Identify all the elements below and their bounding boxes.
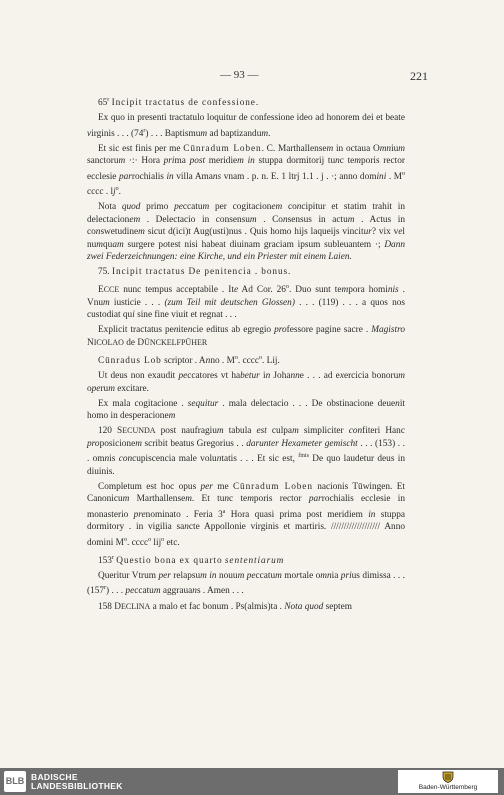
footer-bar	[0, 768, 504, 795]
baden-wuerttemberg-logo[interactable]	[398, 770, 498, 793]
paragraph: Queritur Vtrum per relapsum in nouum peccatum mortale omnia prius dimissa . . . (157$^r$) . . . peccatum aggrauans . Amen . . .	[87, 570, 406, 597]
page-body	[87, 94, 405, 616]
inner-page-number: — 93 —	[220, 69, 259, 81]
paragraph: 65$^r$ Incipit tractatus de confessione.	[98, 97, 260, 109]
blb-logo[interactable]: BLB	[4, 771, 26, 792]
paragraph: Ex mala cogitacione . sequitur . mala delectacio . . . De obstinacione deuenit homo in desperacionem	[87, 398, 405, 422]
outer-page-number: 221	[410, 69, 428, 83]
paragraph: Cūnradus Lob scriptor . Anno . $M^o$. cccc$^o$. Lij.	[98, 354, 280, 367]
paragraph: Ut deus non exaudit peccatores vt habetur in Johanne . . . ad exercicia bonorum operum excitare.	[87, 371, 405, 394]
paragraph: Et sic est finis per me Cūnradum Loben. C. Marthallensem in octaua Omnium sanctorum ·:· Hora prima post meridiem in stuppa dormitorij tunc temporis rector ecclesie parrochialis in villa Amans vnam . p. n. E. 1 ltrj 1.1 . j . ·; anno domini . $M^o$ cccc . $lj^o$.	[87, 143, 406, 198]
paragraph: ECCE nunc tempus acceptabile . Ite Ad Cor. 26$^o$. Duo sunt tempora hominis . Vnum iusticie . . . (zum Teil mit deutschen Glossen) . . . (119) . . . a quos nos custodiat qui sine fine viuit et regnat . . .	[87, 284, 405, 321]
paragraph: 75. Incipit tractatus De penitencia . bonus.	[98, 267, 292, 278]
library-name[interactable]	[31, 773, 123, 791]
library-name-line1: BADISCHE	[31, 772, 78, 782]
paragraph: 120 SECUNDA post naufragium tabula est culpam simpliciter confiteri Hanc proposicionem scribit beatus Gregorius . . darunter Hexameter gemischt . . . (153) . . . omnis concupiscencia male voluntatis . . . Et sic est, $^{finis}$ De quo laudetur deus in diuinis.	[87, 426, 405, 477]
paragraph: 158 DECLINA a malo et fac bonum . Ps(almis)ta . Nota quod septem	[98, 601, 352, 612]
coat-of-arms-icon	[442, 771, 454, 783]
paragraph: Explicit tractatus penitencie editus ab egregio professore pagine sacre . Magistro NICOLAO de DŪNCKELFPŪHER	[87, 325, 405, 348]
library-name-line2: LANDESBIBLIOTHEK	[31, 781, 123, 791]
paragraph: Ex quo in presenti tractatulo loquitur de confessione ideo ad honorem dei et beate virginis . . . (74$^r$) . . . Baptismum ad baptizandum.	[87, 113, 405, 139]
page-header	[70, 69, 428, 83]
paragraph: Completum est hoc opus per me Cūnradum Loben nacionis Tūwingen. Et Canonicum Marthallensem. Et tunc temporis rector parrochialis ecclesie in monasterio prenominato . Feria 3$^a$ Hora quasi prima post meridiem in stuppa dormitory . in vigilia sancte Appollonie virginis et martiris. /////////////////// Anno domini $M^o$. cccc$^o$ lij$^o$ etc.	[87, 481, 406, 548]
paragraph: 153$^r$ Questio bona ex quarto sententiarum	[98, 554, 285, 566]
partner-name: Baden-Württemberg	[418, 784, 478, 791]
paragraph: Nota quod primo peccatum per cogitacionem concipitur et statim trahit in delectacionem . Delectacio in consensum . Consensus in actum . Actus in conswetudinem sicut d(ici)t Aug(usti)nus . Quis homo hijs laqueijs vincitur? vix vel numquam surgere potest nisi habeat diuinam graciam ipsum subleuantem ·; Dann zwei Federzeichnungen: eine Kirche, und ein Priester mit einem Laien.	[87, 202, 405, 263]
